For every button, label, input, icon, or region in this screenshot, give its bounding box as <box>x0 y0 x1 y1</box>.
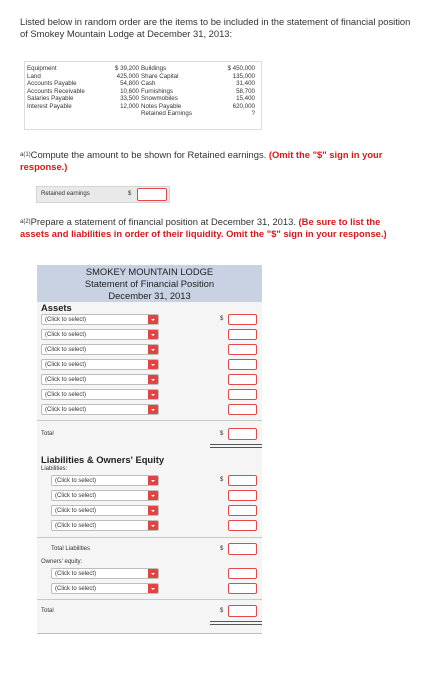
given-item-row <box>141 103 255 111</box>
given-item-value: $ 450,000 <box>227 65 255 72</box>
statement-header <box>37 265 262 302</box>
select-placeholder: (Click to select) <box>45 316 87 323</box>
select-placeholder: (Click to select) <box>45 391 87 398</box>
given-item-label: Salaries Payable <box>27 95 74 102</box>
statement-title: Statement of Financial Position <box>84 278 215 289</box>
given-item-value: 10,600 <box>120 87 139 95</box>
given-item-row <box>27 88 139 96</box>
given-item-value: 31,400 <box>236 80 255 87</box>
dropdown-arrow-icon <box>148 405 158 414</box>
dropdown-arrow-icon <box>148 476 158 485</box>
equity-select-2[interactable] <box>51 583 159 594</box>
currency-symbol: $ <box>220 546 224 552</box>
currency-symbol: $ <box>220 477 224 483</box>
given-items-left <box>27 65 139 110</box>
question-text: Prepare a statement of financial position at December 31, 2013. <box>30 216 299 227</box>
given-item-value: 12,000 <box>120 102 139 110</box>
question-marker: a(2) <box>20 219 31 225</box>
dropdown-arrow-icon <box>148 360 158 369</box>
given-item-value: 15,400 <box>236 95 255 102</box>
total-assets-input[interactable] <box>228 428 257 440</box>
total-liabilities-label: Total Liabilities <box>51 546 91 552</box>
given-item-row <box>27 95 139 103</box>
total-liab-equity-input[interactable] <box>228 605 257 617</box>
dropdown-arrow-icon <box>148 390 158 399</box>
currency-symbol: $ <box>128 191 132 197</box>
select-placeholder: (Click to select) <box>55 522 97 529</box>
liability-amount-4[interactable] <box>228 520 257 531</box>
asset-select-3[interactable] <box>41 344 159 355</box>
divider <box>37 537 262 538</box>
divider <box>37 420 262 421</box>
given-item-row <box>27 73 139 81</box>
liabilities-label: Liabilities: <box>41 466 68 472</box>
dropdown-arrow-icon <box>148 315 158 324</box>
divider <box>37 599 262 600</box>
select-placeholder: (Click to select) <box>45 406 87 413</box>
liability-amount-3[interactable] <box>228 505 257 516</box>
given-item-label: Notes Payable <box>141 102 182 110</box>
question-text: Compute the amount to be shown for Retained earnings. <box>30 149 269 160</box>
asset-amount-6[interactable] <box>228 389 257 400</box>
liability-amount-1[interactable] <box>228 475 257 486</box>
owners-equity-label: Owners' equity: <box>41 559 83 565</box>
select-placeholder: (Click to select) <box>45 331 87 338</box>
dropdown-arrow-icon <box>148 345 158 354</box>
select-placeholder: (Click to select) <box>55 477 97 484</box>
double-underline <box>210 444 262 448</box>
asset-amount-3[interactable] <box>228 344 257 355</box>
given-item-label: Share Capital <box>141 72 179 80</box>
given-item-label: Cash <box>141 80 156 87</box>
asset-amount-7[interactable] <box>228 404 257 415</box>
given-item-value: 33,500 <box>120 95 139 102</box>
asset-amount-1[interactable] <box>228 314 257 325</box>
given-item-value: 620,000 <box>232 102 255 110</box>
dropdown-arrow-icon <box>148 569 158 578</box>
given-item-row <box>27 80 139 88</box>
liability-amount-2[interactable] <box>228 490 257 501</box>
given-item-value: 425,000 <box>116 72 139 80</box>
given-items-table <box>24 61 262 130</box>
statement-bottom-border <box>37 633 262 634</box>
select-placeholder: (Click to select) <box>55 585 97 592</box>
retained-earnings-input[interactable] <box>137 188 167 201</box>
asset-select-2[interactable] <box>41 329 159 340</box>
asset-amount-4[interactable] <box>228 359 257 370</box>
total-liabilities-input[interactable] <box>228 543 257 555</box>
given-item-row <box>141 80 255 88</box>
liabilities-equity-heading: Liabilities & Owners' Equity <box>41 454 165 465</box>
assets-heading: Assets <box>41 302 72 313</box>
given-item-row <box>141 65 255 73</box>
select-placeholder: (Click to select) <box>55 570 97 577</box>
dropdown-arrow-icon <box>148 491 158 500</box>
liability-select-1[interactable] <box>51 475 159 486</box>
double-underline <box>210 621 262 625</box>
given-item-label: Interest Payable <box>27 102 72 110</box>
given-item-label: Land <box>27 72 41 80</box>
asset-select-5[interactable] <box>41 374 159 385</box>
given-item-row <box>141 110 255 118</box>
currency-symbol: $ <box>220 431 224 437</box>
given-item-label: Furnishings <box>141 87 173 95</box>
asset-amount-2[interactable] <box>228 329 257 340</box>
given-item-value: 135,000 <box>232 72 255 80</box>
given-item-label: Equipment <box>27 65 57 72</box>
given-item-row <box>141 95 255 103</box>
liability-select-4[interactable] <box>51 520 159 531</box>
asset-select-7[interactable] <box>41 404 159 415</box>
given-item-row <box>27 103 139 111</box>
liability-select-2[interactable] <box>51 490 159 501</box>
select-placeholder: (Click to select) <box>55 492 97 499</box>
equity-amount-1[interactable] <box>228 568 257 579</box>
select-placeholder: (Click to select) <box>55 507 97 514</box>
given-item-row <box>141 73 255 81</box>
total-liab-equity-label: Total <box>41 608 54 614</box>
problem-intro: Listed below in random order are the items to be included in the statement of financial position of Smokey Mountain Lodge at December 31, 2013: <box>20 16 411 39</box>
given-item-label: Accounts Payable <box>27 80 77 87</box>
given-item-value: $ 39,200 <box>114 65 139 72</box>
dropdown-arrow-icon <box>148 584 158 593</box>
dropdown-arrow-icon <box>148 375 158 384</box>
asset-select-6[interactable] <box>41 389 159 400</box>
company-name: SMOKEY MOUNTAIN LODGE <box>85 266 214 277</box>
given-items-right <box>141 65 255 118</box>
given-item-row <box>27 65 139 73</box>
given-item-label: Buildings <box>141 65 167 72</box>
given-item-value: 58,700 <box>236 87 255 95</box>
statement-date: December 31, 2013 <box>108 290 191 301</box>
select-placeholder: (Click to select) <box>45 376 87 383</box>
select-placeholder: (Click to select) <box>45 346 87 353</box>
given-item-label: Retained Earnings <box>141 110 192 117</box>
asset-select-4[interactable] <box>41 359 159 370</box>
currency-symbol: $ <box>220 316 224 322</box>
asset-select-1[interactable] <box>41 314 159 325</box>
given-item-value: ? <box>251 110 255 117</box>
question-instruction: (Omit the "$" sign in your response.) <box>20 149 383 172</box>
retained-earnings-label: Retained earnings <box>41 191 90 197</box>
dropdown-arrow-icon <box>148 506 158 515</box>
given-item-row <box>141 88 255 96</box>
question-instruction: (Be sure to list the assets and liabilities in order of their liquidity. Omit the "$" sign in your response.) <box>20 216 387 239</box>
given-item-value: 54,800 <box>120 80 139 87</box>
question-marker: a(1) <box>20 152 31 158</box>
question-a2 <box>20 216 410 240</box>
equity-select-1[interactable] <box>51 568 159 579</box>
equity-amount-2[interactable] <box>228 583 257 594</box>
dropdown-arrow-icon <box>148 521 158 530</box>
given-item-label: Snowmobiles <box>141 95 178 102</box>
total-assets-label: Total <box>41 431 54 437</box>
question-a1 <box>20 149 410 173</box>
select-placeholder: (Click to select) <box>45 361 87 368</box>
asset-amount-5[interactable] <box>228 374 257 385</box>
given-item-label: Accounts Receivable <box>27 87 85 95</box>
currency-symbol: $ <box>220 608 224 614</box>
retained-earnings-row <box>36 186 170 203</box>
liability-select-3[interactable] <box>51 505 159 516</box>
dropdown-arrow-icon <box>148 330 158 339</box>
